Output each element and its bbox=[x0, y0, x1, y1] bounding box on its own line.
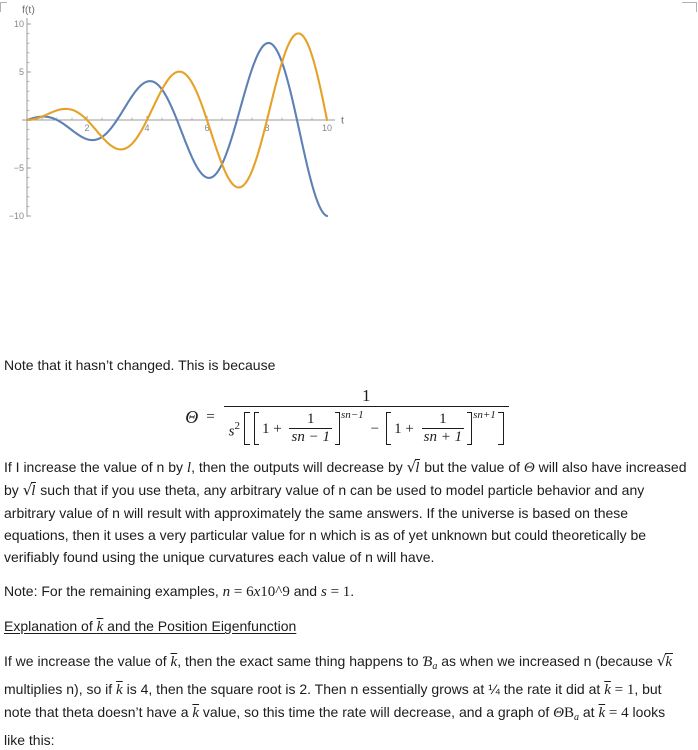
y-axis-label: f(t) bbox=[22, 4, 35, 16]
left-bracket bbox=[386, 412, 391, 445]
curve-blue bbox=[27, 43, 327, 216]
x-tick-label: 2 bbox=[84, 123, 90, 133]
exponent-1: sn−1 bbox=[340, 409, 364, 422]
selection-corner-top-left bbox=[0, 2, 7, 12]
x-tick-label: 10 bbox=[321, 123, 333, 133]
y-tick-label: −5 bbox=[13, 163, 24, 173]
equation-lhs bbox=[185, 406, 214, 428]
inner-fraction-1: $\frac{1}{sn - 1}$ bbox=[291, 411, 330, 446]
fraction-numerator: 1 bbox=[361, 386, 371, 405]
radical-sign: √ bbox=[406, 458, 417, 477]
main-fraction bbox=[224, 386, 509, 448]
right-bracket bbox=[467, 412, 472, 445]
equals-sign: = bbox=[206, 409, 215, 426]
theta-symbol: Θ bbox=[185, 407, 199, 428]
term-2: 1 + $\frac{1}{sn + 1}$ sn+1 bbox=[386, 412, 496, 445]
x-tick-label: 6 bbox=[204, 123, 210, 133]
y-tick-label: −10 bbox=[8, 211, 24, 221]
curve-orange bbox=[27, 33, 327, 187]
plot bbox=[4, 2, 356, 232]
fraction-bar bbox=[224, 406, 509, 407]
s-squared: $s^2$ bbox=[228, 420, 241, 440]
x-tick-label: 4 bbox=[144, 123, 150, 133]
paragraph-intro: Note that it hasn’t changed. This is because bbox=[4, 357, 276, 373]
x-axis-label: t bbox=[341, 114, 344, 127]
inner-fraction-2: $\frac{1}{sn + 1}$ bbox=[423, 411, 463, 446]
section-heading: Explanation of k and the Position Eigenfunction bbox=[4, 618, 297, 636]
document-page bbox=[0, 2, 694, 750]
paragraph-n-increase: If I increase the value of n by l, then the outputs will decrease by √l but the value of Θ will also have increased by √l such that if you use theta, any arbitrary value of n can be used to model particle behavior and any arbitrary value of n will result with approximately the same answers. If the universe is based on these equations, then it uses a very particular value for n which is as of yet unknown but could theoretically be verifiably found using the unique curvatures each value of n will have. bbox=[4, 458, 687, 566]
exponent-2: sn+1 bbox=[473, 409, 496, 422]
left-bracket bbox=[254, 412, 259, 445]
radical-sign: √ bbox=[22, 481, 33, 500]
right-bracket bbox=[335, 412, 340, 445]
paragraph-kbar: If we increase the value of $\overline{k}$, then the exact same thing happens to $Ɓ_a$ as when we increased n (because √k multiplies n), so if $\overline{k}$ is 4, then the square root is 2. Then n essentially grows at ¼ the rate it did at $\overline{k} = 1$, but note that theta doesn’t have a $\overline{k}$ value, so this time the rate will decrease, and a graph of $\Theta B_a$ at $\overline{k} = 4$ looks like this: bbox=[4, 652, 673, 749]
paragraph-note: Note: For the remaining examples, n = 6x10^9 and s = 1. bbox=[4, 583, 355, 601]
selection-corner-top-right bbox=[682, 2, 697, 12]
y-tick-label: 5 bbox=[18, 67, 24, 77]
term-1: 1 + $\frac{1}{sn - 1}$ sn−1 bbox=[254, 412, 364, 445]
x-tick-label: 8 bbox=[264, 123, 270, 133]
equation-theta bbox=[4, 386, 690, 448]
outer-left-bracket bbox=[244, 412, 250, 445]
radical-sign: √ bbox=[656, 652, 667, 671]
y-tick-label: 10 bbox=[13, 19, 24, 29]
outer-right-bracket bbox=[498, 412, 504, 445]
fraction-denominator bbox=[224, 409, 509, 448]
minus-sign: − bbox=[370, 420, 380, 437]
